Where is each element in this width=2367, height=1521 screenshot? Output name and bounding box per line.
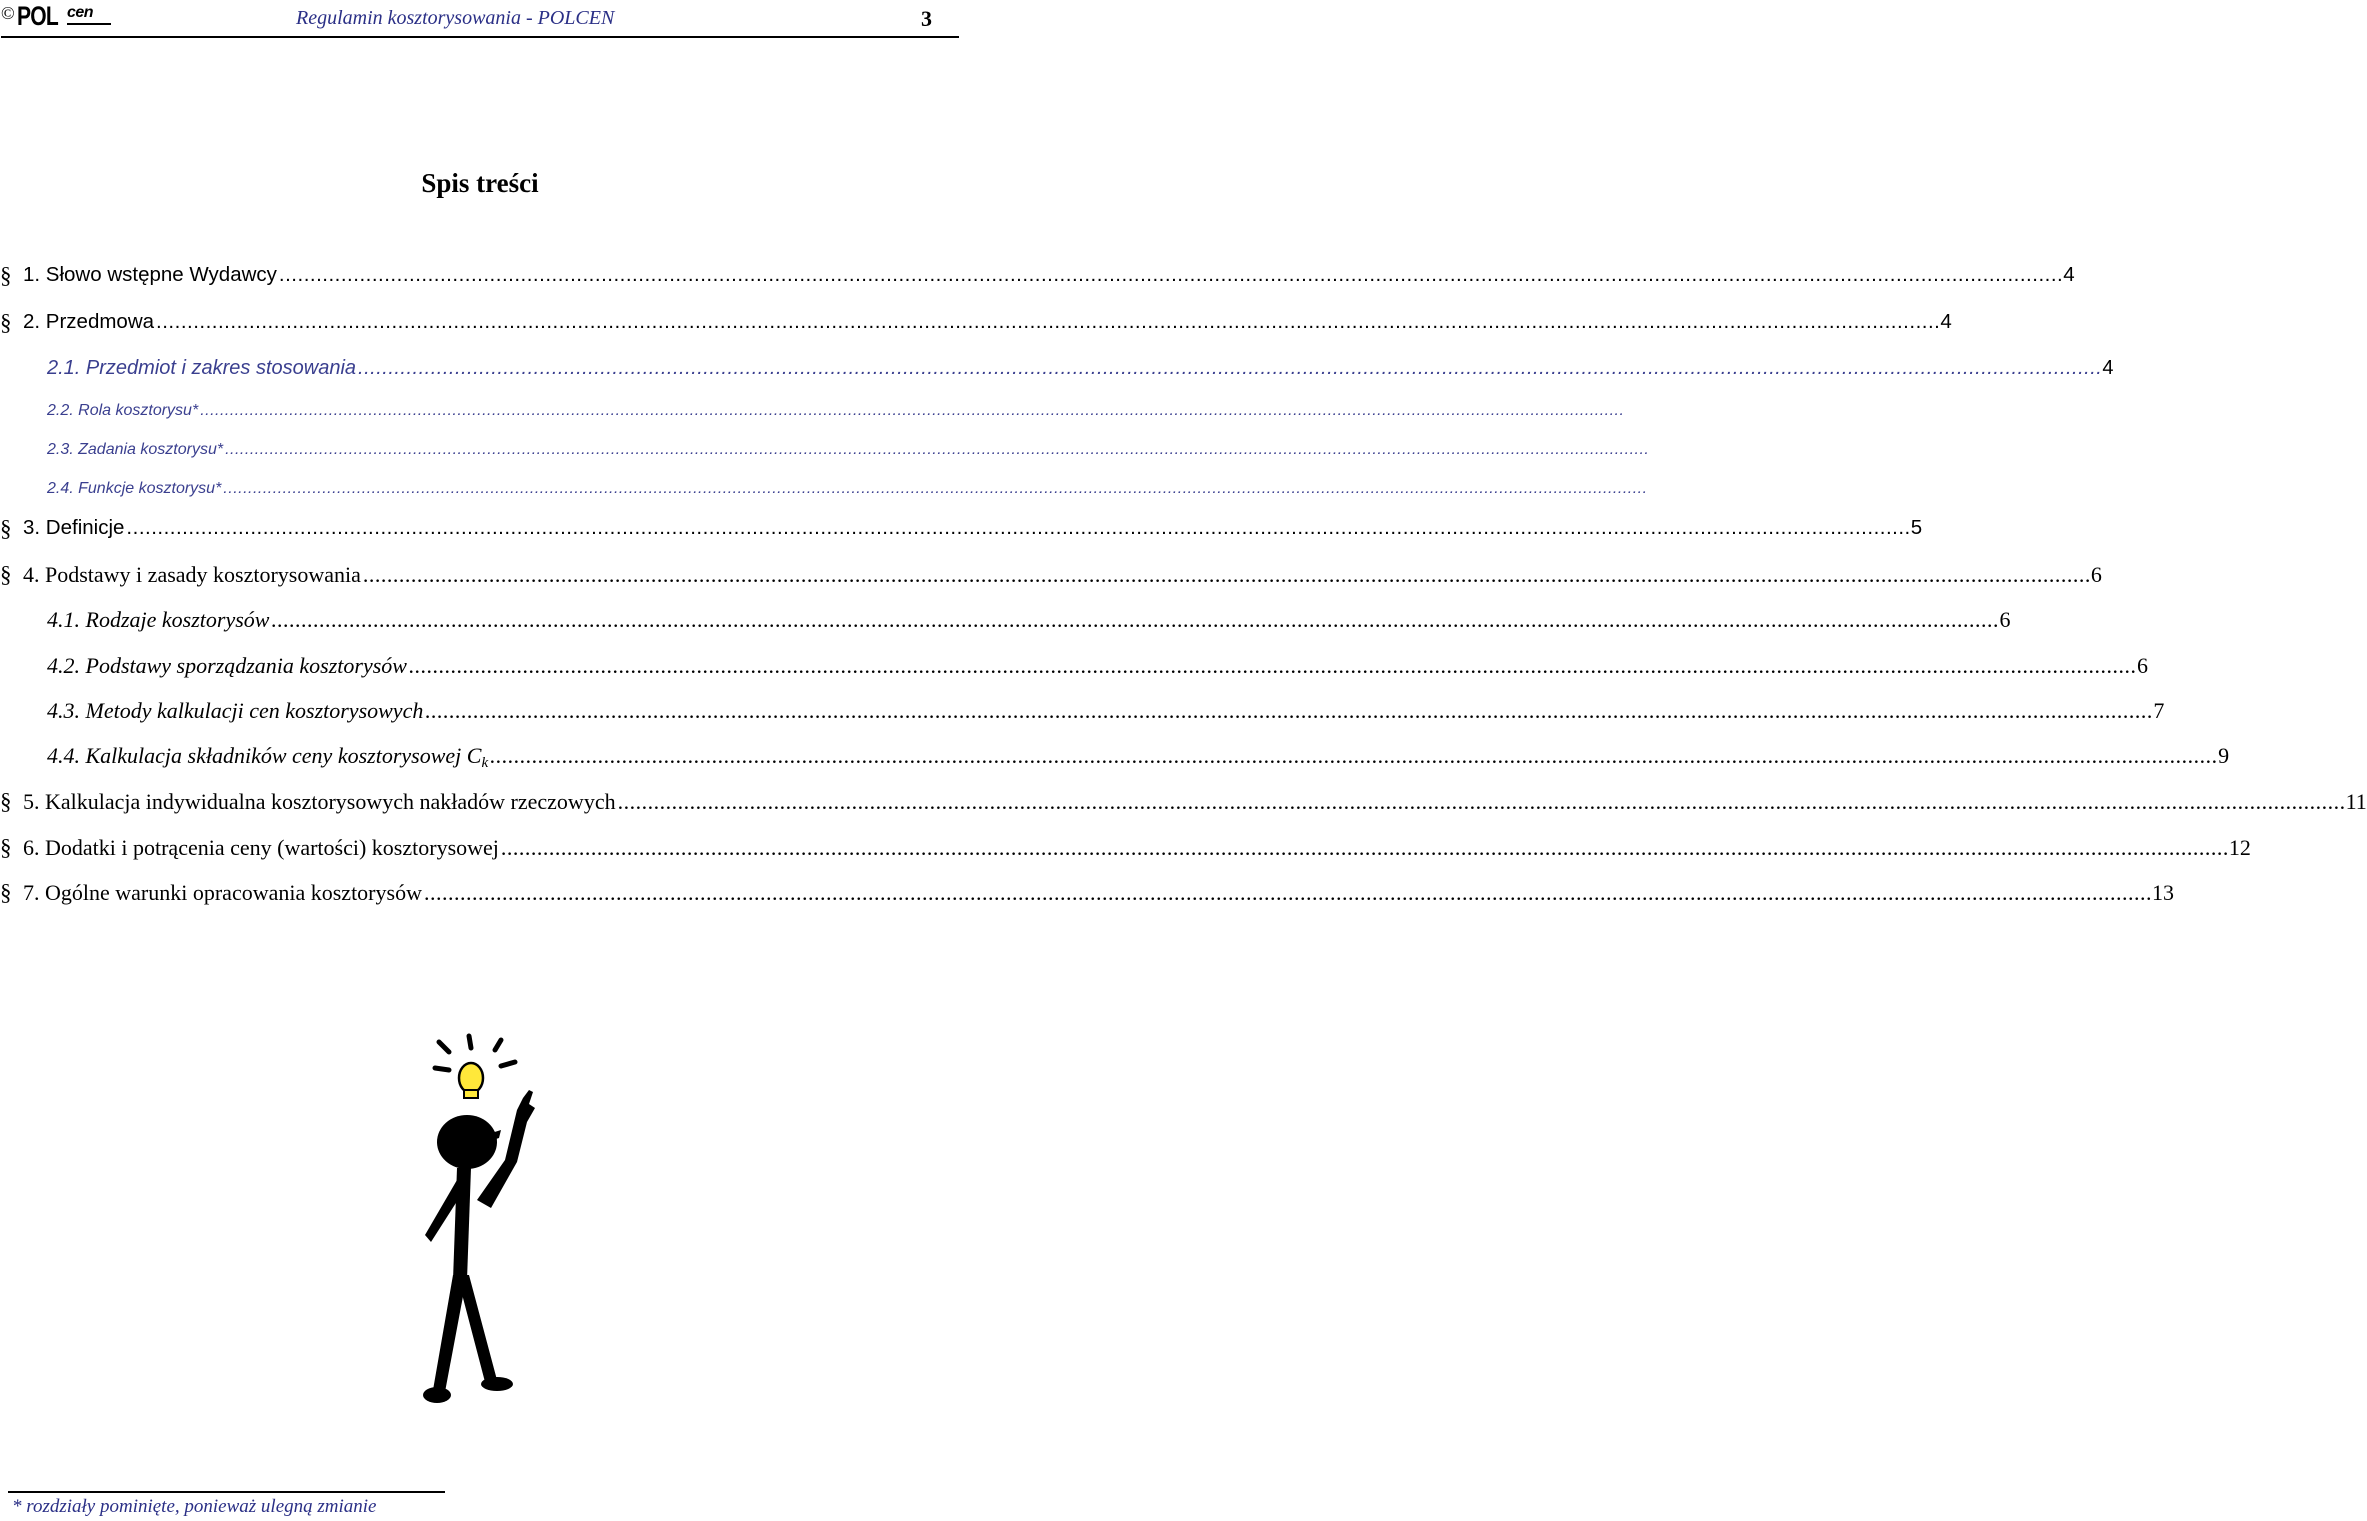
toc-entry-label: 3. Definicje [23,516,125,539]
toc-entry-label: 4.1. Rodzaje kosztorysów [47,607,270,632]
dot-leader [422,880,2152,906]
toc-entry-page: 9 [2218,743,2230,768]
toc-entry-label: 2.4. Funkcje kosztorysu* [47,480,222,497]
toc-entry[interactable] [0,789,2367,815]
dot-leader [277,263,2063,287]
toc-entry-page: 12 [2228,835,2251,860]
toc-entry-label: 2. Przedmowa [23,310,155,333]
toc-entry[interactable] [47,653,2148,679]
dot-leader [361,562,2091,588]
toc-entry[interactable] [47,480,938,498]
toc-entry-page: 4 [2102,357,2114,379]
dot-leader [124,516,1910,540]
dot-leader [423,698,2153,724]
dot-leader [269,607,1999,633]
toc-entry[interactable] [47,402,938,420]
figure-head-icon [437,1115,501,1169]
logo-underline [67,23,111,25]
toc-entry[interactable] [47,357,2114,380]
toc-entry-page: 5 [1910,516,1923,539]
logo-main-text: POL [17,1,58,31]
toc-entry[interactable] [0,516,1923,541]
toc-entry-label: 2.2. Rola kosztorysu* [47,402,199,419]
toc-entry-page: 6 [1999,607,2011,632]
dot-leader [356,357,2102,380]
dot-leader [488,743,2218,769]
toc-entry-label: 7. Ogólne warunki opracowania kosztorysów [23,880,422,905]
section-symbol: § [0,880,12,905]
dot-leader [223,441,1649,459]
toc-entry-label: 4.2. Podstawy sporządzania kosztorysów [47,653,407,678]
dot-leader [154,310,1940,334]
dot-leader [221,480,1647,498]
toc-entry-label [47,743,488,772]
toc-entry[interactable] [0,562,2102,588]
toc-entry[interactable] [47,441,938,459]
section-symbol: § [0,835,12,860]
toc-entry-page: 13 [2151,880,2174,905]
dot-leader [499,835,2229,861]
section-symbol: § [0,516,12,541]
toc-entry[interactable] [0,263,2075,288]
footnote: * rozdziały pominięte, ponieważ ulegną zmianie [12,1496,377,1517]
polcen-logo [17,1,94,31]
dot-leader [616,789,2346,815]
toc-entry-page: 6 [2136,653,2148,678]
section-symbol: § [0,789,12,814]
idea-stick-figure-illustration [405,1030,565,1420]
toc-entry-label: 2.1. Przedmiot i zakres stosowania [47,357,357,379]
toc-entry-page: 4 [1940,310,1952,333]
toc-entry-label: 5. Kalkulacja indywidualna kosztorysowych nakładów rzeczowych [23,789,616,814]
page-header [0,0,960,38]
toc-entry-page: 11 [2345,789,2367,814]
toc-entry[interactable] [47,743,2230,772]
toc-entry-label: 4.3. Metody kalkulacji cen kosztorysowych [47,698,424,723]
section-symbol: § [0,310,12,335]
toc-entry[interactable] [47,607,2011,633]
toc-entry-page: 7 [2153,698,2165,723]
running-title: Regulamin kosztorysowania - POLCEN [296,7,615,29]
page-number: 3 [921,6,932,31]
header-rule [1,36,959,38]
toc-entry-label: 6. Dodatki i potrącenia ceny (wartości) kosztorysowej [23,835,499,860]
section-symbol: § [0,562,12,587]
toc-entry[interactable] [0,880,2174,906]
footnote-rule [8,1491,445,1493]
toc-entry[interactable] [47,698,2165,724]
copyright-symbol: © [1,3,15,23]
dot-leader [407,653,2137,679]
toc-entry-label: 1. Słowo wstępne Wydawcy [23,263,277,286]
toc-entry[interactable] [0,835,2251,861]
toc-entry-label: 4. Podstawy i zasady kosztorysowania [23,562,361,587]
section-symbol: § [0,263,12,288]
figure-body-icon [423,1168,513,1403]
dot-leader [198,402,1624,420]
toc-entry-page: 4 [2063,263,2075,286]
toc-entry-page: 6 [2090,562,2102,587]
toc-entry-label: 2.3. Zadania kosztorysu* [47,441,224,458]
toc-title: Spis treści [421,168,539,198]
light-bulb-icon [459,1063,483,1098]
logo-sub-text: cen [67,4,94,21]
toc-entry-label-main: 4.4. Kalkulacja składników ceny kosztorysowej C [47,743,482,768]
toc-entry[interactable] [0,310,1952,335]
subscript-k: k [481,755,489,771]
